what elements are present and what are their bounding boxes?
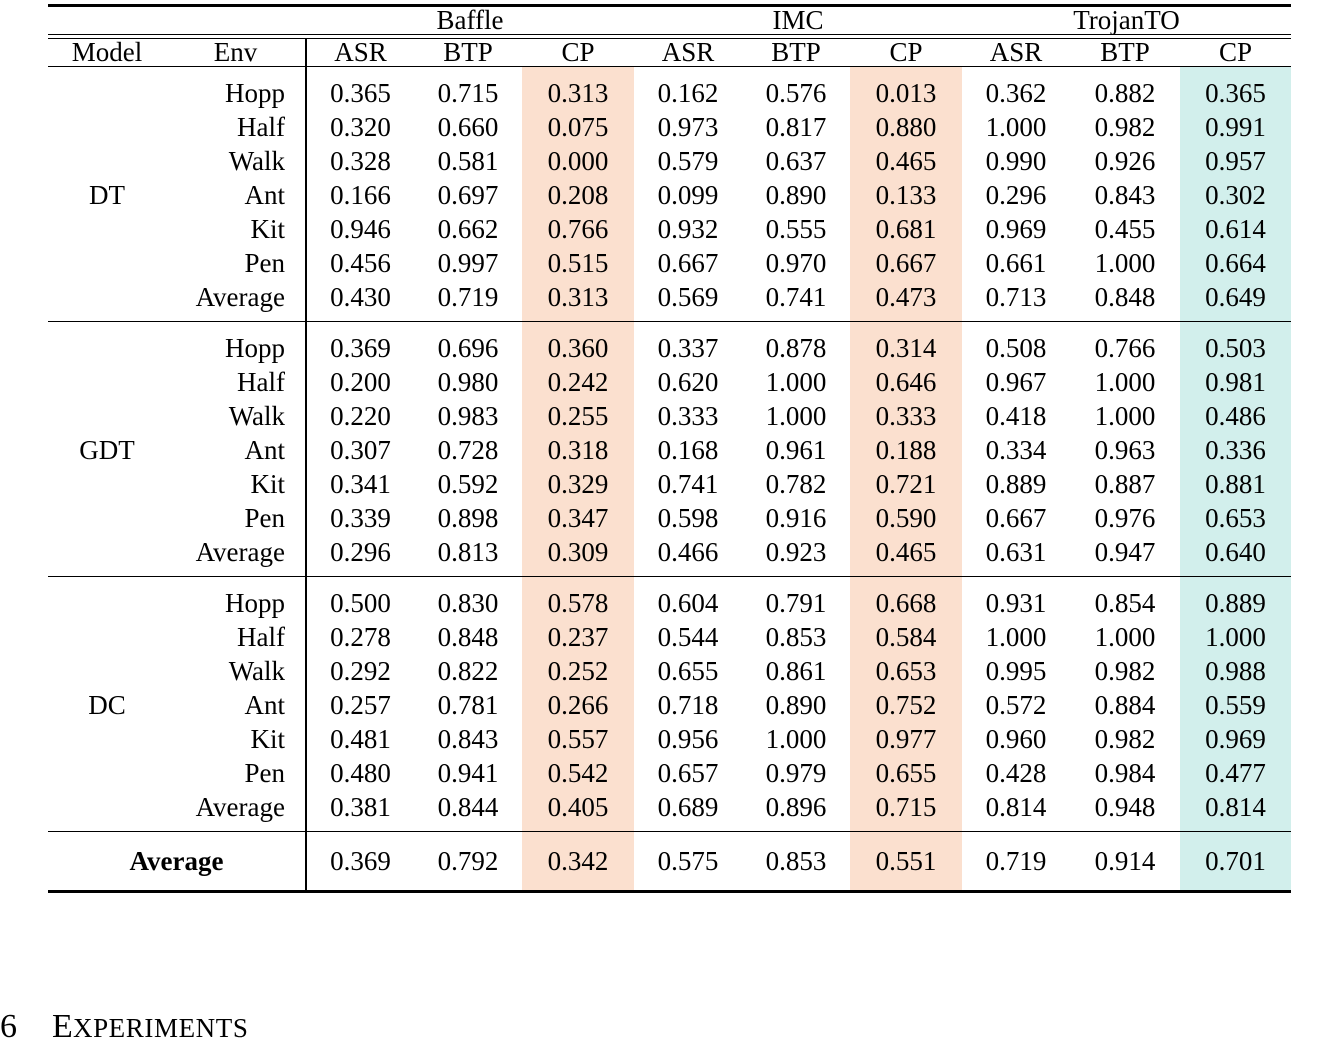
metric-cell: 0.365	[306, 76, 414, 110]
column-header-btp-trojanto: BTP	[1100, 37, 1150, 67]
metric-cell: 0.578	[522, 586, 634, 620]
metric-cell: 0.668	[850, 586, 962, 620]
metric-cell: 0.296	[985, 179, 1047, 210]
overall-average-cell: 0.914	[1094, 845, 1156, 876]
metric-cell: 1.000	[1094, 621, 1156, 652]
table-row	[48, 586, 1291, 620]
metric-cell: 0.741	[657, 468, 719, 499]
metric-cell: 0.843	[437, 723, 499, 754]
metric-cell: 0.890	[765, 179, 827, 210]
model-label-dc: DC	[88, 689, 126, 720]
metric-cell: 0.898	[437, 502, 499, 533]
metric-cell: 0.661	[985, 247, 1047, 278]
model-label-gdt: GDT	[79, 434, 135, 465]
metric-cell: 0.931	[985, 587, 1047, 618]
block-bottom-spacer	[48, 824, 1291, 832]
metric-cell: 0.969	[1180, 722, 1291, 756]
metric-cell: 0.791	[765, 587, 827, 618]
metric-cell: 0.719	[437, 281, 499, 312]
metric-cell: 0.715	[850, 790, 962, 824]
metric-cell: 0.328	[306, 144, 414, 178]
metric-cell: 0.237	[522, 620, 634, 654]
metric-cell: 0.882	[1094, 77, 1156, 108]
metric-cell: 0.559	[1180, 688, 1291, 722]
metric-cell: 0.880	[850, 110, 962, 144]
block-top-spacer	[48, 577, 1291, 586]
metric-cell: 0.980	[437, 366, 499, 397]
env-label: Half	[237, 366, 285, 397]
table-row	[48, 331, 1291, 365]
metric-cell: 0.500	[306, 586, 414, 620]
metric-cell: 0.405	[522, 790, 634, 824]
env-label: Walk	[228, 400, 285, 431]
column-header-model: Model	[71, 37, 143, 67]
metric-cell: 0.477	[1180, 756, 1291, 790]
table-row	[48, 433, 1291, 467]
metric-cell: 0.166	[306, 178, 414, 212]
metric-cell: 0.741	[765, 281, 827, 312]
env-label: Half	[237, 621, 285, 652]
section-title-first: E	[52, 1008, 73, 1045]
metric-cell: 0.555	[765, 213, 827, 244]
metric-cell: 0.947	[1094, 536, 1156, 567]
overall-average-cell: 0.551	[850, 839, 962, 883]
metric-cell: 0.365	[1180, 76, 1291, 110]
metric-cell: 0.465	[850, 144, 962, 178]
metric-cell: 0.569	[657, 281, 719, 312]
metric-cell: 0.983	[437, 400, 499, 431]
metric-cell: 0.890	[765, 689, 827, 720]
metric-cell: 0.362	[985, 77, 1047, 108]
block-top-spacer	[48, 322, 1291, 331]
metric-cell: 0.657	[657, 757, 719, 788]
overall-average-label: Average	[129, 845, 224, 876]
metric-cell: 0.557	[522, 722, 634, 756]
metric-cell: 0.255	[522, 399, 634, 433]
metric-cell: 0.188	[850, 433, 962, 467]
section-number: 6	[0, 1008, 18, 1045]
metric-cell: 0.480	[306, 756, 414, 790]
metric-cell: 0.889	[1180, 586, 1291, 620]
env-label: Half	[237, 111, 285, 142]
metric-cell: 0.982	[1094, 723, 1156, 754]
metric-cell: 0.576	[765, 77, 827, 108]
metric-cell: 1.000	[765, 366, 827, 397]
metric-cell: 0.981	[1180, 365, 1291, 399]
env-label: Average	[195, 791, 285, 822]
metric-cell: 1.000	[765, 400, 827, 431]
metric-cell: 0.977	[850, 722, 962, 756]
section-heading	[0, 1008, 248, 1046]
metric-cell: 0.667	[850, 246, 962, 280]
metric-cell: 0.473	[850, 280, 962, 314]
column-header-asr-imc: ASR	[661, 37, 715, 67]
metric-cell: 0.822	[437, 655, 499, 686]
table-row	[48, 246, 1291, 280]
env-label: Pen	[244, 502, 285, 533]
env-label: Kit	[250, 468, 285, 499]
metric-cell: 0.637	[765, 145, 827, 176]
overall-average-cell: 0.719	[985, 845, 1047, 876]
column-header-row	[48, 39, 1291, 67]
section-title-rest: XPERIMENTS	[72, 1013, 249, 1043]
env-label: Kit	[250, 213, 285, 244]
metric-cell: 0.252	[522, 654, 634, 688]
metric-cell: 0.752	[850, 688, 962, 722]
metric-cell: 0.916	[765, 502, 827, 533]
block-bottom-spacer	[48, 569, 1291, 577]
metric-cell: 0.813	[437, 536, 499, 567]
env-label: Kit	[250, 723, 285, 754]
metric-cell: 0.266	[522, 688, 634, 722]
metric-cell: 0.572	[985, 689, 1047, 720]
metric-cell: 1.000	[1094, 400, 1156, 431]
metric-cell: 0.814	[1180, 790, 1291, 824]
metric-cell: 0.681	[850, 212, 962, 246]
avg-bottom-spacer	[48, 883, 1291, 892]
metric-cell: 0.660	[437, 111, 499, 142]
metric-cell: 0.430	[306, 280, 414, 314]
group-header-row	[48, 7, 1291, 35]
metric-cell: 0.997	[437, 247, 499, 278]
metric-cell: 0.713	[985, 281, 1047, 312]
table-row	[48, 654, 1291, 688]
metric-cell: 0.579	[657, 145, 719, 176]
metric-cell: 0.697	[437, 179, 499, 210]
overall-average-cell: 0.342	[522, 839, 634, 883]
env-label: Ant	[244, 179, 285, 210]
metric-cell: 0.133	[850, 178, 962, 212]
metric-cell: 0.313	[522, 280, 634, 314]
metric-cell: 0.329	[522, 467, 634, 501]
metric-cell: 0.649	[1180, 280, 1291, 314]
table-row	[48, 620, 1291, 654]
metric-cell: 0.984	[1094, 757, 1156, 788]
metric-cell: 0.721	[850, 467, 962, 501]
model-label-dt: DT	[89, 179, 125, 210]
metric-cell: 0.988	[1180, 654, 1291, 688]
metric-cell: 0.844	[437, 791, 499, 822]
env-label: Pen	[244, 757, 285, 788]
group-header-spacer-2	[166, 7, 306, 35]
metric-cell: 0.843	[1094, 179, 1156, 210]
metric-cell: 0.861	[765, 655, 827, 686]
metric-cell: 0.718	[657, 689, 719, 720]
env-label: Pen	[244, 247, 285, 278]
table-row	[48, 399, 1291, 433]
metric-cell: 0.336	[1180, 433, 1291, 467]
metric-cell: 0.995	[985, 655, 1047, 686]
metric-cell: 0.208	[522, 178, 634, 212]
table-row	[48, 76, 1291, 110]
metric-cell: 0.292	[306, 654, 414, 688]
metric-cell: 0.347	[522, 501, 634, 535]
metric-cell: 0.584	[850, 620, 962, 654]
metric-cell: 0.887	[1094, 468, 1156, 499]
metric-cell: 0.296	[306, 535, 414, 569]
avg-top-spacer	[48, 832, 1291, 839]
metric-cell: 0.200	[306, 365, 414, 399]
table-row	[48, 365, 1291, 399]
metric-cell: 0.337	[657, 332, 719, 363]
group-header-baffle: Baffle	[436, 5, 504, 35]
metric-cell: 0.302	[1180, 178, 1291, 212]
metric-cell: 0.418	[985, 400, 1047, 431]
metric-cell: 0.257	[306, 688, 414, 722]
column-header-env: Env	[213, 37, 258, 67]
metric-cell: 0.075	[522, 110, 634, 144]
metric-cell: 0.581	[437, 145, 499, 176]
metric-cell: 0.956	[657, 723, 719, 754]
metric-cell: 0.848	[1094, 281, 1156, 312]
metric-cell: 1.000	[1094, 247, 1156, 278]
metric-cell: 1.000	[985, 621, 1047, 652]
overall-average-cell: 0.792	[437, 845, 499, 876]
metric-cell: 0.456	[306, 246, 414, 280]
metric-cell: 0.320	[306, 110, 414, 144]
metric-cell: 0.313	[522, 76, 634, 110]
table-row	[48, 722, 1291, 756]
overall-average-cell: 0.369	[306, 839, 414, 883]
metric-cell: 0.640	[1180, 535, 1291, 569]
overall-average-cell: 0.575	[657, 845, 719, 876]
env-label: Walk	[228, 145, 285, 176]
metric-cell: 0.848	[437, 621, 499, 652]
metric-cell: 1.000	[985, 111, 1047, 142]
metric-cell: 0.970	[765, 247, 827, 278]
metric-cell: 0.963	[1094, 434, 1156, 465]
env-label: Ant	[244, 689, 285, 720]
metric-cell: 0.884	[1094, 689, 1156, 720]
metric-cell: 0.614	[1180, 212, 1291, 246]
metric-cell: 1.000	[1094, 366, 1156, 397]
column-header-asr-trojanto: ASR	[989, 37, 1043, 67]
table-row	[48, 178, 1291, 212]
metric-cell: 0.333	[657, 400, 719, 431]
table-row	[48, 144, 1291, 178]
column-header-cp-baffle: CP	[561, 37, 595, 67]
metric-cell: 0.932	[657, 213, 719, 244]
env-label: Hopp	[225, 332, 285, 363]
metric-cell: 0.220	[306, 399, 414, 433]
metric-cell: 0.976	[1094, 502, 1156, 533]
metric-cell: 0.853	[765, 621, 827, 652]
metric-cell: 0.428	[985, 757, 1047, 788]
metric-cell: 0.854	[1094, 587, 1156, 618]
metric-cell: 0.878	[765, 332, 827, 363]
metric-cell: 0.941	[437, 757, 499, 788]
column-header-cp-trojanto: CP	[1218, 37, 1253, 67]
metric-cell: 0.515	[522, 246, 634, 280]
metric-cell: 0.333	[850, 399, 962, 433]
column-header-cp-imc: CP	[889, 37, 923, 67]
metric-cell: 0.590	[850, 501, 962, 535]
results-table	[48, 4, 1291, 893]
metric-cell: 0.278	[306, 620, 414, 654]
table-row	[48, 212, 1291, 246]
metric-cell: 0.889	[985, 468, 1047, 499]
metric-cell: 0.766	[1094, 332, 1156, 363]
metric-cell: 0.653	[850, 654, 962, 688]
metric-cell: 0.318	[522, 433, 634, 467]
metric-cell: 0.653	[1180, 501, 1291, 535]
metric-cell: 0.948	[1094, 791, 1156, 822]
metric-cell: 0.926	[1094, 145, 1156, 176]
metric-cell: 0.960	[985, 723, 1047, 754]
metric-cell: 0.830	[437, 587, 499, 618]
metric-cell: 0.782	[765, 468, 827, 499]
metric-cell: 0.990	[985, 145, 1047, 176]
metric-cell: 0.646	[850, 365, 962, 399]
metric-cell: 0.896	[765, 791, 827, 822]
table-rule-bottom	[48, 892, 1291, 894]
table-row	[48, 467, 1291, 501]
metric-cell: 0.817	[765, 111, 827, 142]
metric-cell: 0.465	[850, 535, 962, 569]
metric-cell: 0.631	[985, 536, 1047, 567]
block-bottom-spacer	[48, 314, 1291, 322]
metric-cell: 0.957	[1180, 144, 1291, 178]
column-header-btp-imc: BTP	[771, 37, 821, 67]
env-label: Walk	[228, 655, 285, 686]
block-top-spacer	[48, 67, 1291, 76]
metric-cell: 0.309	[522, 535, 634, 569]
metric-cell: 0.946	[306, 212, 414, 246]
metric-cell: 0.481	[306, 722, 414, 756]
metric-cell: 0.696	[437, 332, 499, 363]
metric-cell: 0.334	[985, 434, 1047, 465]
table-row	[48, 756, 1291, 790]
metric-cell: 0.715	[437, 77, 499, 108]
metric-cell: 0.339	[306, 501, 414, 535]
metric-cell: 0.307	[306, 433, 414, 467]
metric-cell: 0.242	[522, 365, 634, 399]
metric-cell: 0.781	[437, 689, 499, 720]
metric-cell: 0.314	[850, 331, 962, 365]
env-label: Hopp	[225, 587, 285, 618]
metric-cell: 0.099	[657, 179, 719, 210]
metric-cell: 0.503	[1180, 331, 1291, 365]
metric-cell: 0.341	[306, 467, 414, 501]
metric-cell: 0.973	[657, 111, 719, 142]
metric-cell: 0.991	[1180, 110, 1291, 144]
metric-cell: 0.604	[657, 587, 719, 618]
metric-cell: 1.000	[765, 723, 827, 754]
metric-cell: 0.969	[985, 213, 1047, 244]
metric-cell: 0.881	[1180, 467, 1291, 501]
metric-cell: 0.689	[657, 791, 719, 822]
env-label: Average	[195, 281, 285, 312]
metric-cell: 0.486	[1180, 399, 1291, 433]
column-header-btp-baffle: BTP	[443, 37, 493, 67]
metric-cell: 0.667	[985, 502, 1047, 533]
env-label: Average	[195, 536, 285, 567]
metric-cell: 0.455	[1094, 213, 1156, 244]
metric-cell: 0.728	[437, 434, 499, 465]
metric-cell: 0.360	[522, 331, 634, 365]
metric-cell: 0.013	[850, 76, 962, 110]
env-label: Ant	[244, 434, 285, 465]
metric-cell: 0.923	[765, 536, 827, 567]
metric-cell: 0.667	[657, 247, 719, 278]
group-header-trojanto: TrojanTO	[1073, 5, 1180, 35]
metric-cell: 0.664	[1180, 246, 1291, 280]
column-header-asr-baffle: ASR	[306, 39, 414, 67]
table-row	[48, 535, 1291, 569]
table-row	[48, 110, 1291, 144]
metric-cell: 0.466	[657, 536, 719, 567]
table-row	[48, 501, 1291, 535]
group-header-imc: IMC	[772, 5, 824, 35]
metric-cell: 0.982	[1094, 111, 1156, 142]
metric-cell: 0.982	[1094, 655, 1156, 686]
metric-cell: 0.544	[657, 621, 719, 652]
metric-cell: 0.598	[657, 502, 719, 533]
results-table-container	[48, 4, 1291, 893]
metric-cell: 0.766	[522, 212, 634, 246]
metric-cell: 0.000	[522, 144, 634, 178]
metric-cell: 0.655	[850, 756, 962, 790]
metric-cell: 0.508	[985, 332, 1047, 363]
metric-cell: 0.381	[306, 790, 414, 824]
table-row	[48, 790, 1291, 824]
metric-cell: 1.000	[1180, 620, 1291, 654]
metric-cell: 0.814	[985, 791, 1047, 822]
metric-cell: 0.542	[522, 756, 634, 790]
metric-cell: 0.979	[765, 757, 827, 788]
table-row	[48, 688, 1291, 722]
metric-cell: 0.592	[437, 468, 499, 499]
metric-cell: 0.655	[657, 655, 719, 686]
metric-cell: 0.369	[306, 331, 414, 365]
overall-average-cell: 0.701	[1180, 839, 1291, 883]
metric-cell: 0.168	[657, 434, 719, 465]
metric-cell: 0.961	[765, 434, 827, 465]
metric-cell: 0.620	[657, 366, 719, 397]
overall-average-row	[48, 839, 1291, 883]
group-header-spacer	[48, 7, 166, 35]
metric-cell: 0.162	[657, 77, 719, 108]
env-label: Hopp	[225, 77, 285, 108]
metric-cell: 0.662	[437, 213, 499, 244]
table-row	[48, 280, 1291, 314]
metric-cell: 0.967	[985, 366, 1047, 397]
overall-average-cell: 0.853	[765, 845, 827, 876]
